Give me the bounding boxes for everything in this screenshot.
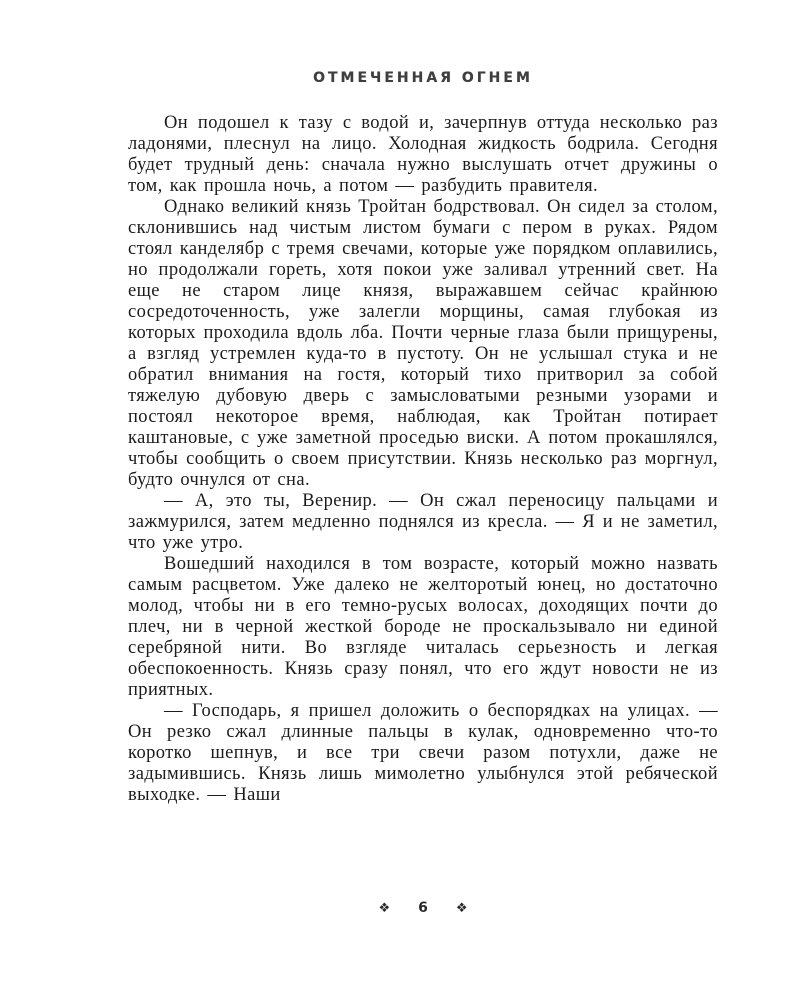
page-footer <box>128 900 718 916</box>
paragraph: Вошедший находился в том возрасте, который можно назвать самым расцветом. Уже далеко не желторотый юнец, но достаточно молод, чтобы ни в его темно-русых волосах, доходящих почти до плеч, ни в черной жесткой бороде не проскальзывало ни единой серебряной нити. Во взгляде читалась серьезность и легкая обеспокоенность. Князь сразу понял, что его ждут новости не из приятных. <box>128 554 718 700</box>
page-number: 6 <box>418 900 428 916</box>
page-body <box>128 113 718 806</box>
paragraph: Он подошел к тазу с водой и, зачерпнув оттуда несколько раз ладонями, плеснул на лицо. Холодная жидкость бодрила. Сегодня будет трудный день: сначала нужно выслушать отчет дружины о том, как прошла ночь, а потом — разбудить правителя. <box>128 113 718 196</box>
chapter-title: ОТМЕЧЕННАЯ ОГНЕМ <box>313 70 533 86</box>
paragraph: — А, это ты, Веренир. — Он сжал переносицу пальцами и зажмурился, затем медленно поднялся из кресла. — Я и не заметил, что уже утро. <box>128 491 718 553</box>
paragraph: Однако великий князь Тройтан бодрствовал. Он сидел за столом, склонившись над чистым листом бумаги с пером в руках. Рядом стоял канделябр с тремя свечами, которые уже порядком оплавились, но продолжали гореть, хотя покои уже заливал утренний свет. На еще не старом лице князя, выражавшем сейчас крайнюю сосредоточенность, уже залегли морщины, самая глубокая из которых проходила вдоль лба. Почти черные глаза были прищурены, а взгляд устремлен куда-то в пустоту. Он не услышал стука и не обратил внимания на гостя, который тихо притворил за собой тяжелую дубовую дверь с замысловатыми резными узорами и постоял некоторое время, наблюдая, как Тройтан потирает каштановые, с уже заметной проседью виски. А потом прокашлялся, чтобы сообщить о своем присутствии. Князь несколько раз моргнул, будто очнулся от сна. <box>128 197 718 490</box>
right-ornament-icon: ❖ <box>455 900 468 915</box>
paragraph: — Господарь, я пришел доложить о беспорядках на улицах. — Он резко сжал длинные пальцы в кулак, одновременно что-то коротко шепнув, и все три свечи разом потухли, даже не задымившись. Князь лишь мимолетно улыбнулся этой ребяческой выходке. — Наши <box>128 701 718 805</box>
left-ornament-icon: ❖ <box>378 900 391 915</box>
